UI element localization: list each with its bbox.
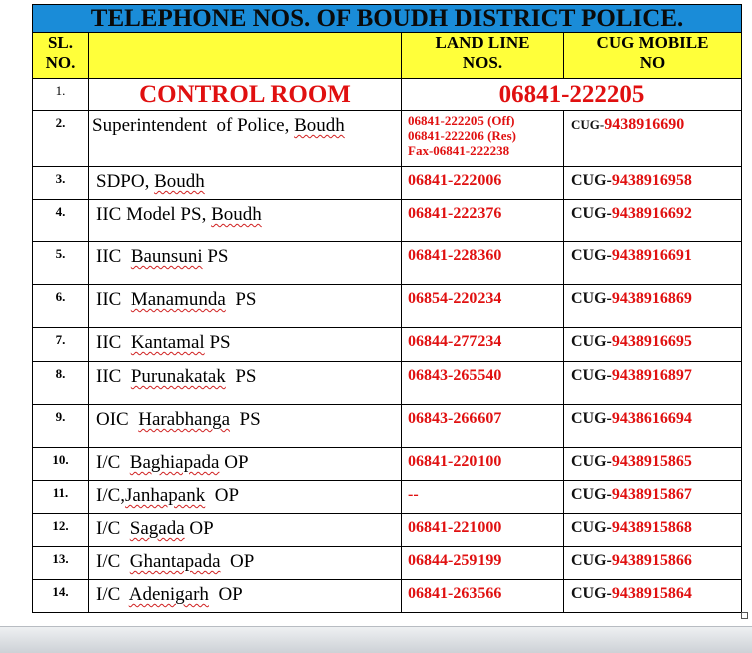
cug-number: 9438916692: [611, 205, 692, 222]
row-name: [89, 481, 402, 514]
row-cug: [564, 111, 742, 167]
row-landline: 06844-277234: [402, 328, 564, 362]
row-name-place: Harabhanga: [138, 409, 231, 430]
row-name: [89, 111, 402, 167]
cug-prefix: CUG-: [571, 585, 612, 602]
row-cug: [564, 242, 742, 285]
row-name-text: IIC: [96, 332, 131, 353]
row-name-suffix: OP: [184, 518, 214, 539]
cug-prefix: CUG-: [571, 486, 612, 503]
cug-prefix: CUG-: [571, 247, 612, 264]
row-landline: 06844-259199: [402, 547, 564, 580]
row-cug: [564, 514, 742, 547]
row-name-text: Superintendent of Police,: [92, 115, 295, 136]
cug-prefix: CUG-: [571, 367, 612, 384]
cug-prefix: CUG-: [571, 172, 612, 189]
table-row: [33, 200, 742, 242]
table-row: [33, 448, 742, 481]
table-row: [33, 547, 742, 580]
row-sl: 8.: [33, 362, 89, 405]
row-name-place: Baunsuni: [130, 246, 203, 267]
cug-prefix: CUG-: [571, 552, 612, 569]
table-row: [33, 580, 742, 613]
row-name-place: Boudh: [294, 115, 345, 136]
row-name-text: IIC Model PS,: [96, 204, 212, 225]
row-name-place: Kantamal: [130, 332, 205, 353]
header-landline: [402, 33, 564, 79]
row-sl: 3.: [33, 167, 89, 200]
row-name-place: Janhapank: [125, 485, 206, 506]
row-landline: 06841-220100: [402, 448, 564, 481]
row-landline: 06854-220234: [402, 285, 564, 328]
row-sl: 9.: [33, 405, 89, 448]
row-landline: 06841-222006: [402, 167, 564, 200]
row-landline: --: [402, 481, 564, 514]
cug-number: 9438616694: [611, 410, 692, 427]
row-name: [89, 328, 402, 362]
sp-residence-number: 06841-222206 (Res): [408, 128, 516, 143]
table-row: [33, 167, 742, 200]
row-name-suffix: PS: [225, 366, 257, 387]
header-cug-line1: CUG MOBILE: [596, 33, 709, 52]
row-name-text: IIC: [96, 366, 131, 387]
row-name-suffix: PS: [202, 246, 229, 267]
cug-number: 9438915866: [611, 552, 692, 569]
row-name: [89, 200, 402, 242]
row-name-place: Boudh: [211, 204, 262, 225]
cug-prefix: CUG-: [571, 290, 612, 307]
row-name-suffix: OP: [219, 452, 249, 473]
row-sl: 10.: [33, 448, 89, 481]
row-name-text: IIC: [96, 289, 131, 310]
cug-number: 9438915865: [611, 453, 692, 470]
row-landline: 06841-228360: [402, 242, 564, 285]
row-name-place: Ghantapada: [129, 551, 221, 572]
row-name: [89, 285, 402, 328]
row-name-place: Adenigarh: [128, 584, 209, 605]
cug-prefix: CUG-: [571, 453, 612, 470]
header-landline-line1: LAND LINE: [435, 33, 530, 52]
table-row: [33, 481, 742, 514]
row-name-text: SDPO,: [96, 171, 155, 192]
row-sl: 1.: [33, 79, 89, 111]
cug-prefix: CUG-: [571, 519, 612, 536]
row-name: [89, 514, 402, 547]
sp-office-number: 06841-222205 (Off): [408, 113, 515, 128]
telephone-directory-table: [32, 4, 742, 613]
cug-prefix: CUG-: [571, 333, 612, 350]
cug-number: 9438915867: [611, 486, 692, 503]
row-sl: 7.: [33, 328, 89, 362]
table-row: [33, 362, 742, 405]
cug-number: 9438915864: [611, 585, 692, 602]
row-sl: 2.: [33, 111, 89, 167]
row-landline: 06841-221000: [402, 514, 564, 547]
table-title: TELEPHONE NOS. OF BOUDH DISTRICT POLICE.: [33, 5, 742, 33]
row-name: [89, 362, 402, 405]
row-name-text: I/C: [96, 584, 129, 605]
row-name: [89, 547, 402, 580]
row-name: [89, 405, 402, 448]
cug-number: 9438916897: [611, 367, 692, 384]
row-name-suffix: OP: [220, 551, 255, 572]
row-name-text: IIC: [96, 246, 131, 267]
row-name-text: I/C: [96, 518, 130, 539]
cug-prefix: CUG-: [571, 410, 612, 427]
row-name-text: I/C,: [96, 485, 126, 506]
row-landline: 06843-265540: [402, 362, 564, 405]
row-name-suffix: OP: [205, 485, 240, 506]
row-name: [89, 242, 402, 285]
row-sl: 11.: [33, 481, 89, 514]
cug-number: 9438916958: [611, 172, 692, 189]
row-sl: 5.: [33, 242, 89, 285]
row-name-text: I/C: [96, 551, 130, 572]
row-cug: [564, 405, 742, 448]
table-row-sp: [33, 111, 742, 167]
row-name-place: Purunakatak: [130, 366, 226, 387]
table-row: [33, 514, 742, 547]
header-name-blank: [89, 33, 402, 79]
row-name: [89, 580, 402, 613]
row-cug: [564, 328, 742, 362]
table-row: [33, 405, 742, 448]
cug-prefix: CUG-: [571, 205, 612, 222]
row-sl: 13.: [33, 547, 89, 580]
row-name-suffix: PS: [225, 289, 257, 310]
cug-number: 9438916869: [611, 290, 692, 307]
row-name-suffix: OP: [208, 584, 243, 605]
row-name-suffix: PS: [230, 409, 261, 430]
row-sl: 4.: [33, 200, 89, 242]
control-room-label: CONTROL ROOM: [89, 79, 402, 111]
table-row: [33, 285, 742, 328]
cug-prefix: CUG-: [571, 117, 605, 132]
sp-fax-number: Fax-06841-222238: [408, 143, 510, 158]
header-sl-line2: NO.: [45, 53, 76, 72]
header-sl-line1: SL.: [47, 33, 74, 52]
cug-number: 9438916690: [604, 116, 685, 133]
row-cug: [564, 580, 742, 613]
row-name-text: OIC: [96, 409, 139, 430]
row-name-place: Boudh: [154, 171, 205, 192]
row-landline: 06843-266607: [402, 405, 564, 448]
cug-number: 9438916691: [611, 247, 692, 264]
row-name-place: Baghiapada: [129, 452, 220, 473]
row-name-place: Manamunda: [130, 289, 226, 310]
cug-number: 9438916695: [611, 333, 692, 350]
row-landline: [402, 111, 564, 167]
table-row-control-room: [33, 79, 742, 111]
row-cug: [564, 481, 742, 514]
row-cug: [564, 285, 742, 328]
row-cug: [564, 362, 742, 405]
header-cug-line2: NO: [639, 53, 666, 72]
header-sl-no: [33, 33, 89, 79]
resize-handle-icon[interactable]: [741, 612, 748, 619]
header-cug: [564, 33, 742, 79]
row-cug: [564, 200, 742, 242]
row-name: [89, 448, 402, 481]
row-cug: [564, 167, 742, 200]
row-sl: 6.: [33, 285, 89, 328]
row-landline: 06841-222376: [402, 200, 564, 242]
row-sl: 14.: [33, 580, 89, 613]
row-name: [89, 167, 402, 200]
table-row: [33, 242, 742, 285]
row-cug: [564, 448, 742, 481]
cug-number: 9438915868: [611, 519, 692, 536]
row-name-place: Sagada: [129, 518, 185, 539]
row-name-suffix: PS: [204, 332, 231, 353]
table-row: [33, 328, 742, 362]
row-cug: [564, 547, 742, 580]
row-landline: 06841-263566: [402, 580, 564, 613]
window-status-bar: [0, 626, 752, 653]
control-room-number: 06841-222205: [402, 79, 742, 111]
row-sl: 12.: [33, 514, 89, 547]
row-name-text: I/C: [96, 452, 130, 473]
header-landline-line2: NOS.: [462, 53, 503, 72]
